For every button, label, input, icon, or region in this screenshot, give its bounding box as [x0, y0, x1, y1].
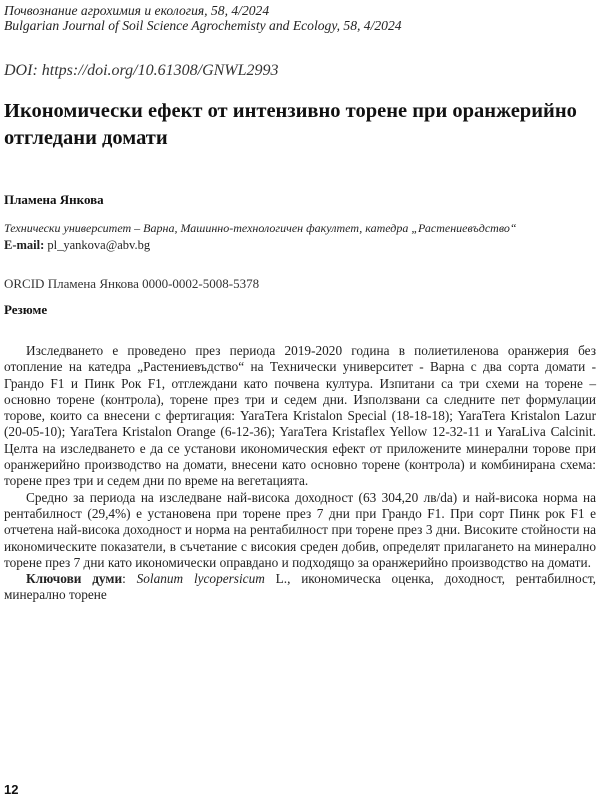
email-address[interactable]: pl_yankova@abv.bg — [47, 238, 151, 252]
doi-link[interactable]: DOI: https://doi.org/10.61308/GNWL2993 — [4, 62, 279, 79]
keywords-latin: Solanum lycopersicum — [136, 571, 265, 587]
keywords-label: Ключови думи — [26, 571, 123, 587]
journal-header-bg: Почвознание агрохимия и екология, 58, 4/2024 — [4, 3, 270, 18]
author-affiliation: Технически университет – Варна, Машинно-технологичен факултет, катедра „Растениевъдство“ — [4, 221, 517, 235]
keywords — [4, 571, 596, 604]
author-email — [4, 238, 150, 253]
page-number: 12 — [4, 782, 19, 797]
abstract-paragraph-1: Изследването е проведено през периода 2019-2020 година в полиетиленова оранжерия без отопление на катедра „Растениевъдство“ на Технически университет - Варна с два сорта домати - Грандо F1 и Пинк Рок F1, отглеждани като почвена култура. Изпитани са три схеми на торене – основно торене (контрола), торене през три и седем дни. Използвани са следните пет формулации торове, които са внесени с фертигация: YaraTera Kristalon Special (18-18-18); YaraTera Kristalon Lazur (20-05-10); YaraTera Kristalon Orange (6-12-36); YaraTera Kristaflex Yellow 12-32-11 и YaraLiva Calcinit. Целта на изследването е да се установи икономическия ефект от приложените минерални торове при оранжерийно производство на домати, внесени като основно торене (контрола) и комбинирана схема: торене през три и седем дни по време на вегетацията. — [4, 343, 596, 489]
paper-title: Икономически ефект от интензивно торене при оранжерийно отгледани домати — [4, 100, 577, 149]
keywords-separator: : — [122, 571, 137, 587]
orcid-line: ORCID Пламена Янкова 0000-0002-5008-5378 — [4, 276, 260, 291]
keywords-list: L., икономическа оценка, доходност, рентабилност, минерално торене — [4, 571, 596, 603]
email-label: E-mail: — [4, 238, 45, 252]
abstract-body — [4, 343, 596, 604]
journal-header-en: Bulgarian Journal of Soil Science Agrochemisty and Ecology, 58, 4/2024 — [4, 18, 402, 33]
author-name: Пламена Янкова — [4, 192, 104, 207]
abstract-heading: Резюме — [4, 302, 48, 317]
abstract-paragraph-2: Средно за периода на изследване най-висока доходност (63 304,20 лв/da) и най-висока норма на рентабилност (29,4%) е установена при торене през 7 дни при Грандо F1. При сорт Пинк рок F1 е отчетена най-висока доходност и норма на рентабилност при торене през 3 дни. Високите стойности на икономическите показатели, в съчетание с високия среден добив, определят прилагането на минерално торене през 7 дни като икономически оправдано и подходящо за оранжерийно производство на домати. — [4, 489, 596, 570]
